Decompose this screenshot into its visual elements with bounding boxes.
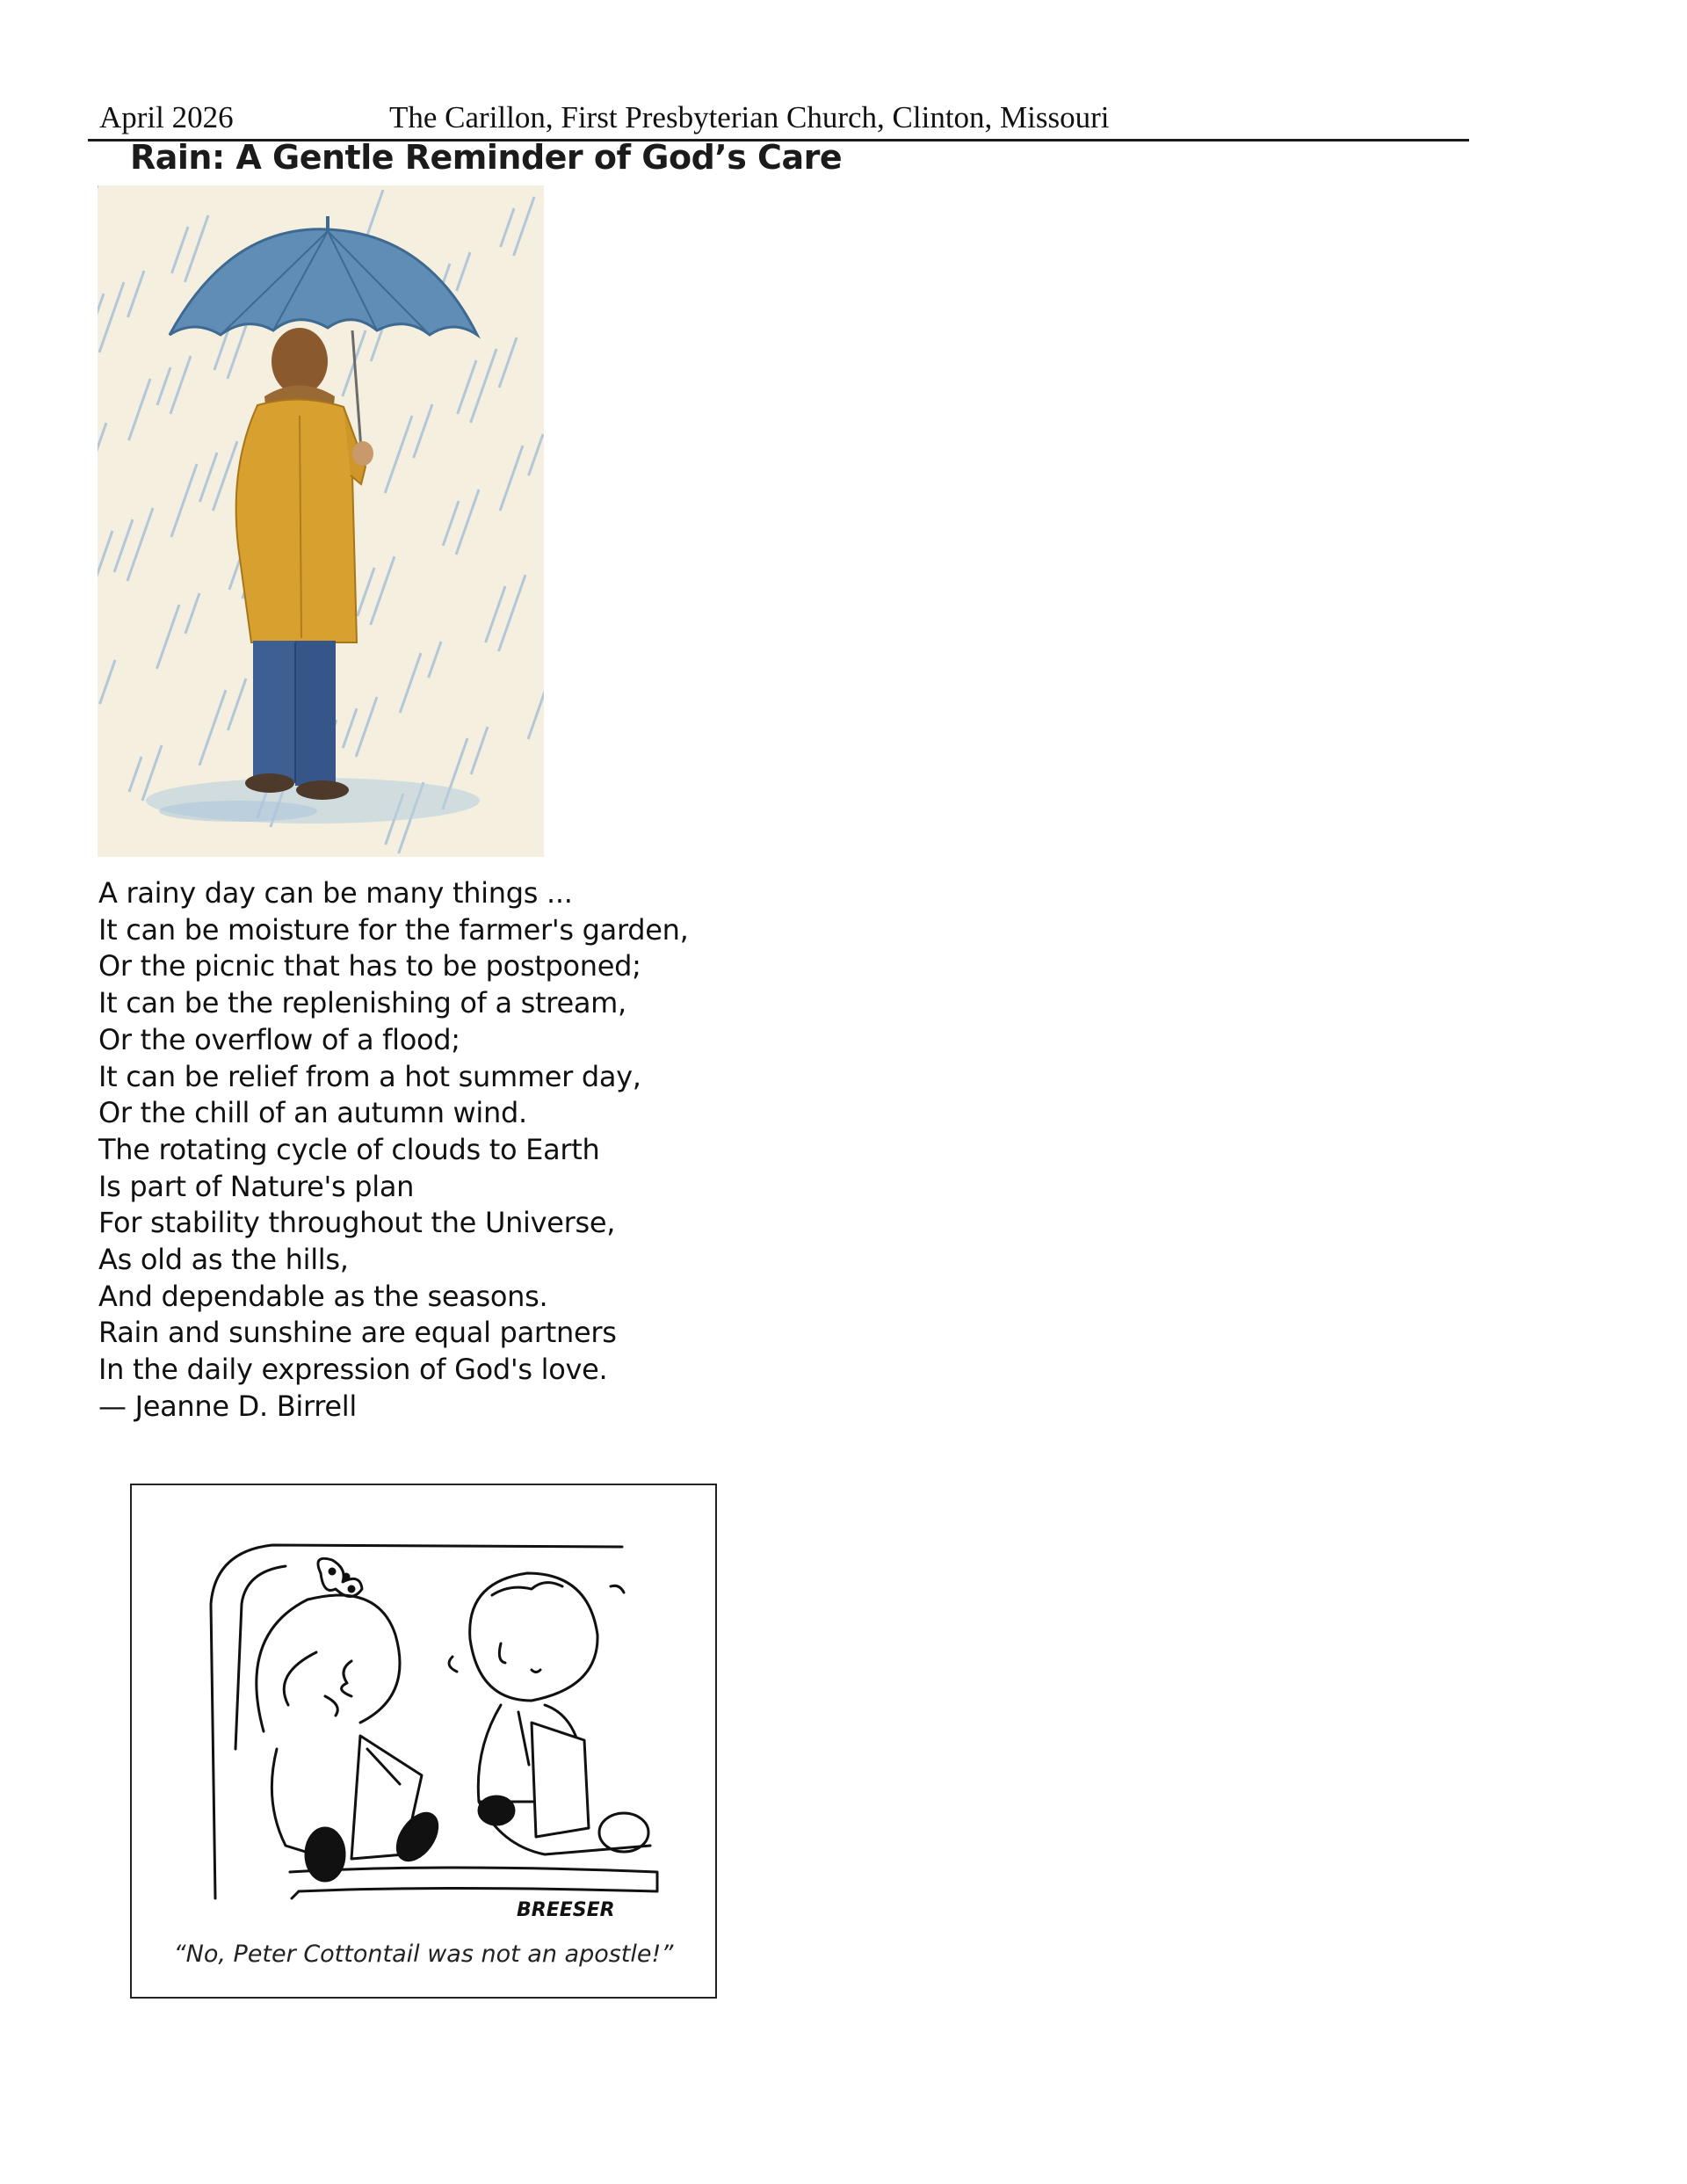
poem-line: In the daily expression of God's love. [98, 1353, 608, 1387]
poem-line: Rain and sunshine are equal partners [98, 1316, 617, 1350]
cartoon-caption: “No, Peter Cottontail was not an apostle!” [173, 1941, 674, 1968]
newsletter-header [88, 98, 1469, 141]
poem-line: The rotating cycle of clouds to Earth [98, 1132, 600, 1166]
cartoon-signature: BREESER [517, 1899, 615, 1921]
poem-line: It can be the replenishing of a stream, [98, 986, 626, 1020]
article-title: Rain: A Gentle Reminder of God’s Care [130, 138, 843, 177]
poem-line: It can be relief from a hot summer day, [98, 1059, 641, 1093]
cartoon-panel [130, 1484, 717, 1999]
rain-umbrella-illustration [98, 185, 544, 857]
poem-line: Is part of Nature's plan [98, 1169, 415, 1203]
poem-line: And dependable as the seasons. [98, 1279, 548, 1313]
poem-line: Or the picnic that has to be postponed; [98, 949, 641, 983]
poem-line: For stability throughout the Universe, [98, 1206, 616, 1240]
publication-name: The Carillon, First Presbyterian Church, Clinton, Missouri [389, 100, 1110, 134]
poem [98, 875, 689, 1426]
issue-date: April 2026 [99, 100, 234, 134]
poem-line: As old as the hills, [98, 1243, 349, 1277]
cartoon-drawing [132, 1485, 715, 1997]
poem-attribution: — Jeanne D. Birrell [98, 1389, 357, 1423]
poem-line: A rainy day can be many things ... [98, 876, 573, 910]
poem-line: Or the chill of an autumn wind. [98, 1096, 527, 1130]
poem-line: Or the overflow of a flood; [98, 1022, 460, 1056]
poem-line: It can be moisture for the farmer's garden, [98, 912, 689, 947]
